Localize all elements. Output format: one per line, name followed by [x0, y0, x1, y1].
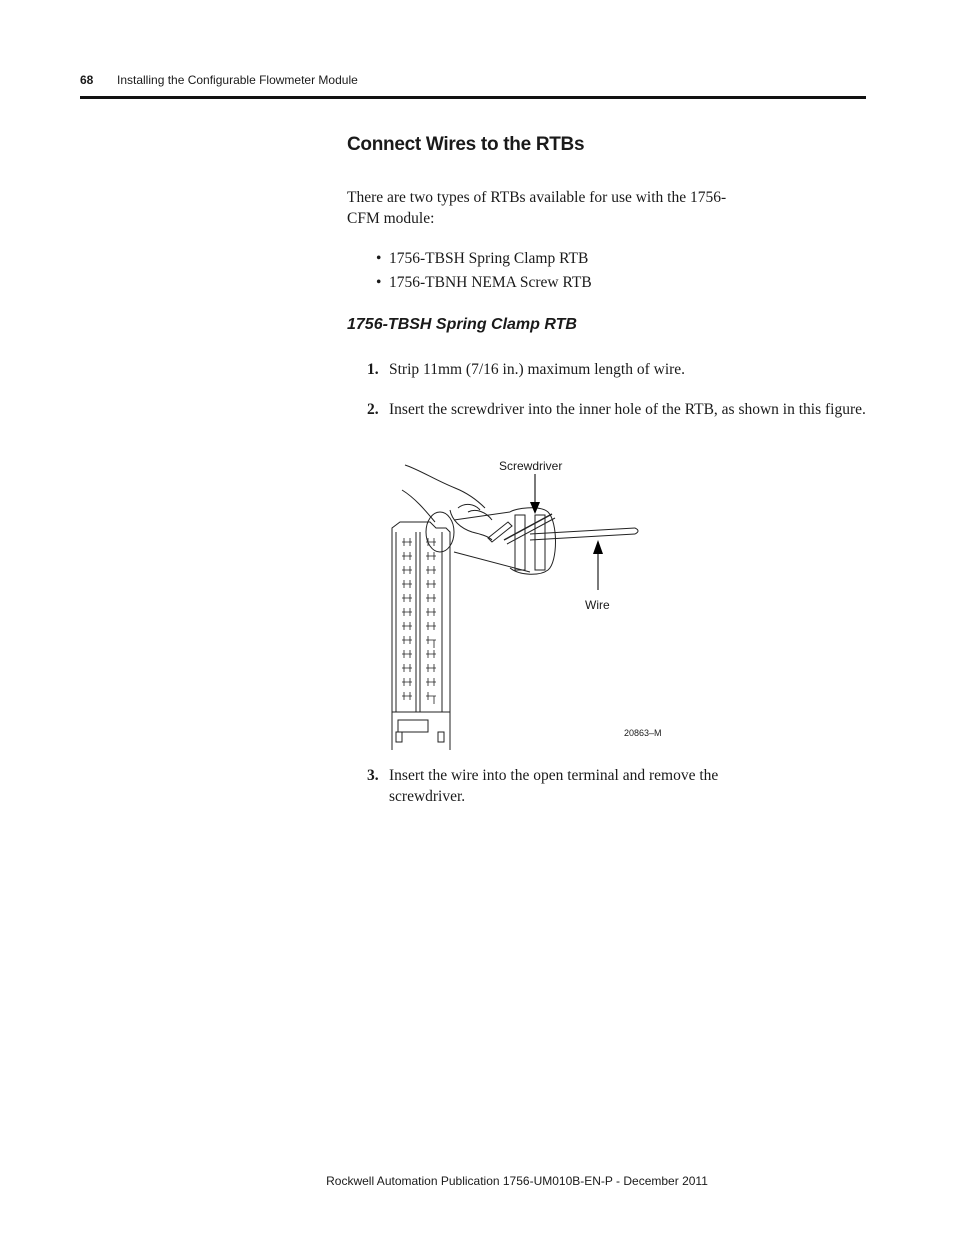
list-item — [376, 273, 592, 297]
bullet-icon: • — [376, 250, 382, 267]
wire-label: Wire — [585, 598, 610, 612]
rtb-body-drawing — [392, 522, 450, 750]
hand-drawing — [402, 465, 512, 542]
subsection-heading: 1756-TBSH Spring Clamp RTB — [347, 316, 577, 333]
step-number: 3. — [367, 767, 379, 784]
step-text: Strip 11mm (7/16 in.) maximum length of wire. — [389, 361, 686, 378]
running-title: Installing the Configurable Flowmeter Module — [117, 73, 358, 87]
header-rule — [80, 96, 866, 99]
bullet-icon: • — [376, 274, 382, 291]
page-footer: Rockwell Automation Publication 1756-UM010B-EN-P - December 2011 — [326, 1174, 708, 1188]
list-item-text: 1756-TBSH Spring Clamp RTB — [389, 250, 589, 267]
figure-code: 20863–M — [624, 728, 662, 738]
rtb-types-list — [376, 249, 592, 297]
step-text: Insert the screwdriver into the inner hole of the RTB, as shown in this figure. — [389, 401, 866, 418]
list-item-text: 1756-TBNH NEMA Screw RTB — [389, 274, 592, 291]
detail-zoom-drawing — [504, 508, 638, 574]
intro-paragraph: There are two types of RTBs available for use with the 1756-CFM module: — [347, 189, 727, 227]
step-number: 2. — [367, 401, 379, 418]
section-title: Connect Wires to the RTBs — [347, 134, 585, 155]
rtb-illustration — [380, 450, 680, 750]
step-text: Insert the wire into the open terminal and remove the screwdriver. — [389, 767, 719, 805]
step-number: 1. — [367, 361, 379, 378]
page-number: 68 — [80, 73, 94, 87]
rtb-wiring-figure — [380, 450, 680, 750]
screwdriver-label: Screwdriver — [499, 459, 563, 473]
list-item — [376, 249, 592, 273]
